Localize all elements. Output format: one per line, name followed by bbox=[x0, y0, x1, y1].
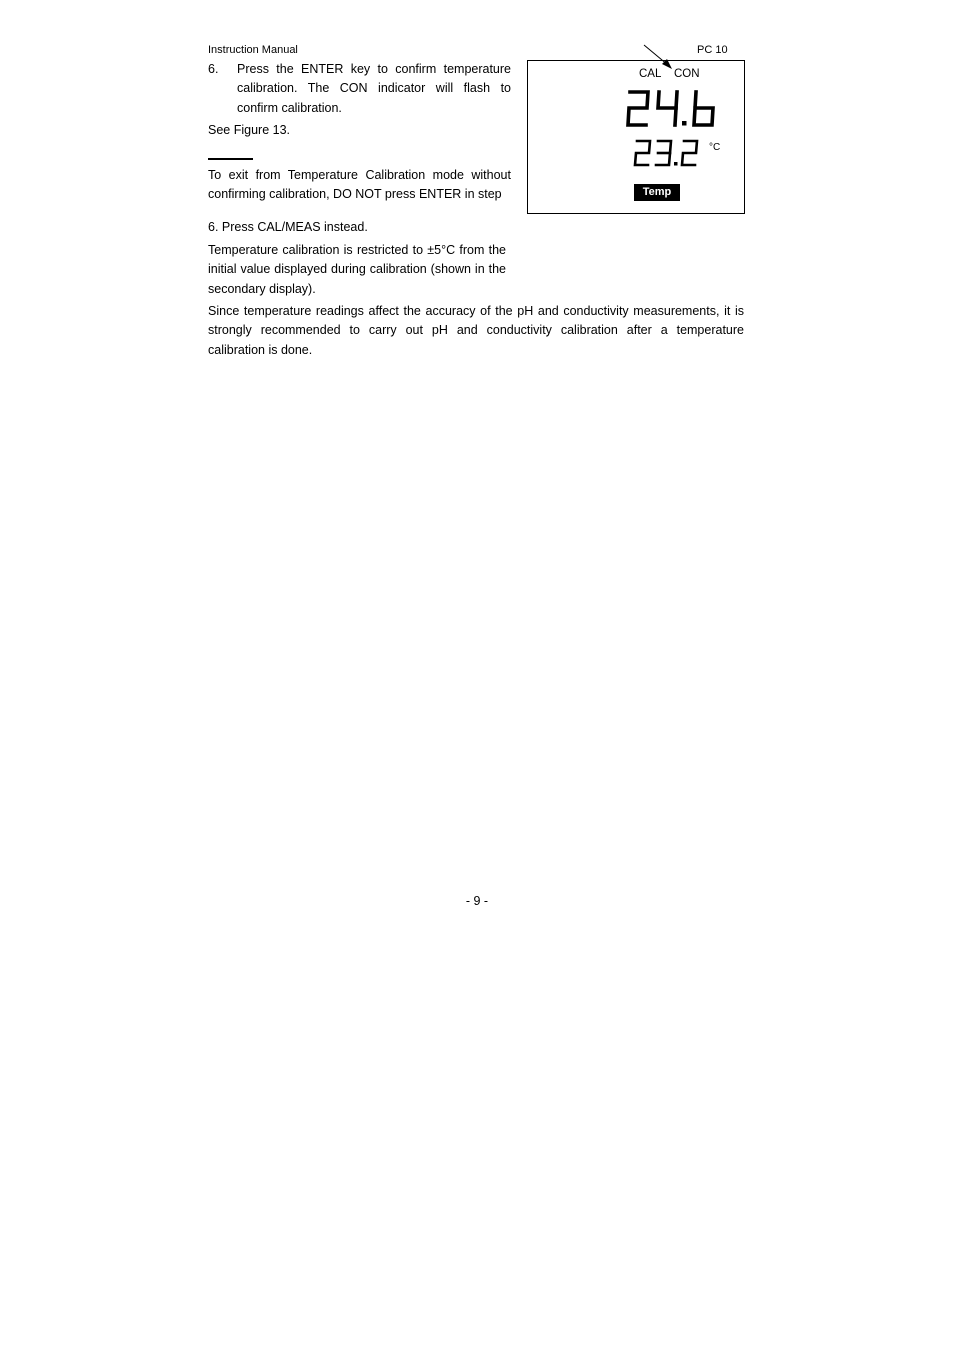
decimal-point bbox=[682, 121, 687, 126]
digit-2b bbox=[682, 141, 697, 165]
decimal-point bbox=[674, 162, 678, 166]
secondary-reading bbox=[632, 138, 712, 170]
digit-2 bbox=[635, 141, 650, 165]
restriction-paragraph: Temperature calibration is restricted to ±5°C from the initial value displayed during calibration (shown in the secondary display). bbox=[208, 243, 506, 296]
header-model: PC 10 bbox=[697, 44, 728, 56]
recommendation-paragraph: Since temperature readings affect the accuracy of the pH and conductivity measurements, it is strongly recommended to carry out pH and conductivity calibration after a temperature calibration is done. bbox=[208, 304, 744, 357]
page-number: - 9 - bbox=[465, 894, 489, 908]
step-number: 6. bbox=[208, 62, 219, 76]
note-text: To exit from Temperature Calibration mode without confirming calibration, DO NOT press ENTER in step bbox=[208, 168, 511, 202]
cal-indicator: CAL bbox=[639, 68, 662, 80]
step-6 bbox=[208, 60, 511, 118]
unit-celsius: °C bbox=[709, 142, 721, 153]
header-title: Instruction Manual bbox=[208, 44, 298, 56]
con-indicator: CON bbox=[674, 68, 700, 80]
primary-reading bbox=[622, 88, 722, 130]
digit-4-stem bbox=[675, 92, 677, 125]
digit-4 bbox=[658, 92, 676, 108]
step-text: Press the ENTER key to confirm temperature calibration. The CON indicator will flash to confirm calibration. bbox=[237, 62, 511, 115]
figure-reference: See Figure 13. bbox=[208, 123, 290, 137]
temp-mode-badge: Temp bbox=[634, 184, 680, 201]
note-text-continued: 6. Press CAL/MEAS instead. bbox=[208, 220, 368, 234]
note-rule bbox=[208, 158, 253, 160]
digit-2 bbox=[628, 92, 648, 125]
digit-6 bbox=[694, 92, 713, 125]
